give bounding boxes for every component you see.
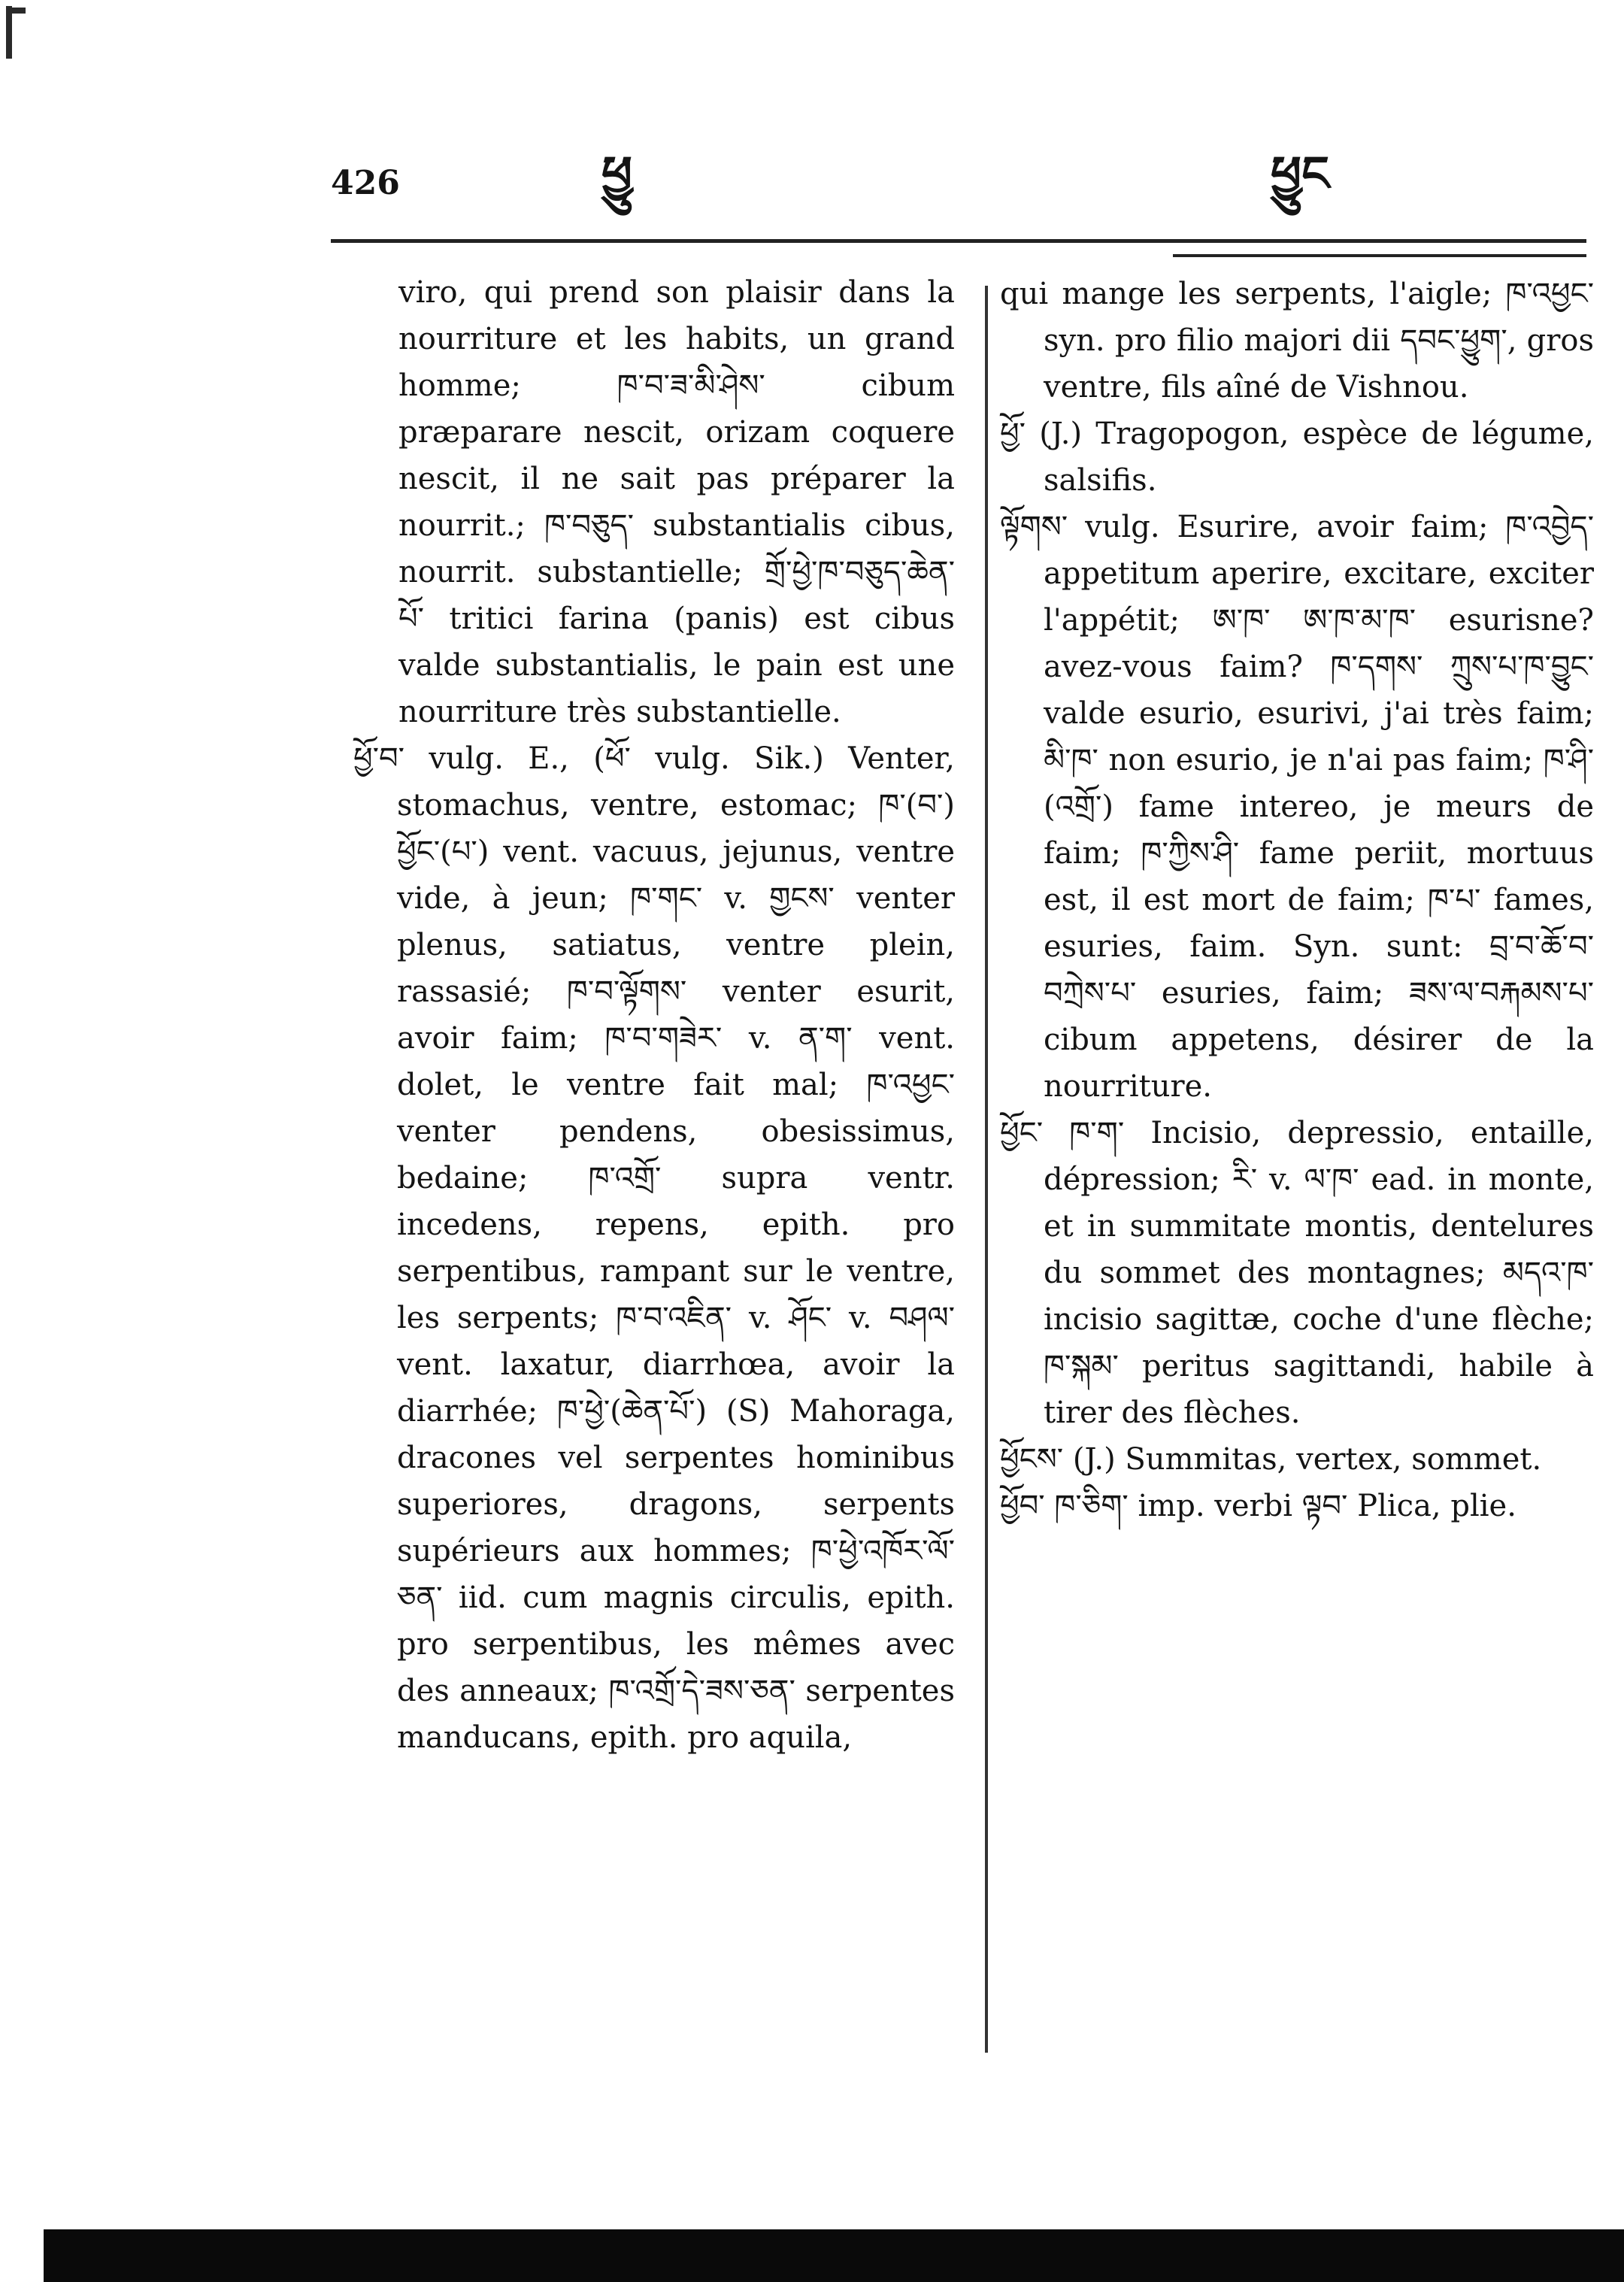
dictionary-entry: ལྟོགས་ vulg. Esurire, avoir faim; ཁ་འབྱེད་ appetitum aperire, excitare, exciter l'appétit; ཨ་ཁ་ ཨ་ཁ་མ་ཁ་ esurisne? avez-vous faim? ཁ་དགས་ ཀྲུས་པ་ཁ་བྱུང་ valde esurio, esurivi, j'ai très faim; མི་ཁ་ non esurio, je n'ai pas faim; ཁ་ཤི་(འགྲོ་) fame intereo, je meurs de faim; ཁ་ཀྱིས་ཤི་ fame periit, mortuus est, il est mort de faim; ཁ་པ་ fames, esuries, faim. Syn. sunt: བྲ་བ་ཆོ་བ་ བཀྲེས་པ་ esuries, faim; ཟས་ལ་བརྐམས་པ་ cibum appetens, désirer de la nourriture. — [1000, 510, 1594, 1104]
left-column — [353, 269, 955, 1761]
dictionary-entry: ཕྱོ་ (J.) Tragopogon, espèce de légume, salsifis. — [1000, 417, 1594, 498]
right-column — [1000, 271, 1594, 1529]
scan-mark — [6, 8, 26, 14]
scan-bottom-bar — [44, 2229, 1624, 2282]
running-headword-left: ཕྱུ — [601, 146, 633, 202]
page-number: 426 — [331, 164, 400, 202]
dictionary-entry: ཕྱོངས་ (J.) Summitas, vertex, sommet. — [1000, 1442, 1542, 1477]
scan-mark — [6, 6, 12, 59]
dictionary-entry: viro, qui prend son plaisir dans la nourriture et les habits, un grand homme; ཁ་བ་ཟ་མི་ཤེས་ cibum præparare nescit, orizam coquere nescit, il ne sait pas préparer la nourrit.; ཁ་བཅུད་ substantialis cibus, nourrit. substantielle; གྲོ་ཕྱེ་ཁ་བཅུད་ཆེན་པོ་ tritici farina (panis) est cibus valde substantialis, le pain est une nourriture très substantielle. — [398, 275, 955, 729]
dictionary-entry: qui mange les serpents, l'aigle; ཁ་འཕྱང་ syn. pro filio majori dii དབང་ཕྱུག་, gros ventre, fils aîné de Vishnou. — [1000, 277, 1594, 405]
header-rule-right — [1173, 254, 1586, 257]
dictionary-entry: ཕྱོ་བ་ vulg. E., (ཕོ་ vulg. Sik.) Venter, stomachus, ventre, estomac; ཁ་(བ་) ཕྱོང་(པ་) vent. vacuus, jejunus, ventre vide, à jeun; ཁ་གང་ v. གྱངས་ venter plenus, satiatus, ventre plein, rassasié; ཁ་བ་ལྟོགས་ venter esurit, avoir faim; ཁ་བ་གཟེར་ v. ན་ག་ vent. dolet, le ventre fait mal; ཁ་འཕྱང་ venter pendens, obesissimus, bedaine; ཁ་འགྲོ་ supra ventr. incedens, repens, epith. pro serpentibus, rampant sur le ventre, les serpents; ཁ་བ་འཇིན་ v. ཤོང་ v. བཤལ་ vent. laxatur, diarrhœa, avoir la diarrhée; ཁ་ཕྱེ་(ཆེན་པོ་) (S) Mahoraga, dracones vel serpentes hominibus superiores, dragons, serpents supérieurs aux hommes; ཁ་ཕྱེ་འཁོར་ལོ་ཅན་ iid. cum magnis circulis, epith. pro serpentibus, les mêmes avec des anneaux; ཁ་འགྲོ་དེ་ཟས་ཅན་ serpentes manducans, epith. pro aquila, — [353, 741, 955, 1755]
column-separator — [985, 286, 988, 2053]
scan-left-edge — [0, 0, 44, 2241]
dictionary-entry: ཕྱོབ་ ཁ་ཅིག་ imp. verbi ལྟབ་ Plica, plie. — [1000, 1489, 1516, 1523]
running-headword-right: ཕྱུང — [1271, 146, 1329, 202]
dictionary-entry: ཕྱོང་ ཁ་ག་ Incisio, depressio, entaille, dépression; རི་ v. ལ་ཁ་ ead. in monte, et in summitate montis, dentelures du sommet des montagnes; མདའ་ཁ་ incisio sagittæ, coche d'une flèche; ཁ་སྐམ་ peritus sagittandi, habile à tirer des flèches. — [1000, 1116, 1594, 1430]
header-rule — [331, 239, 1586, 243]
